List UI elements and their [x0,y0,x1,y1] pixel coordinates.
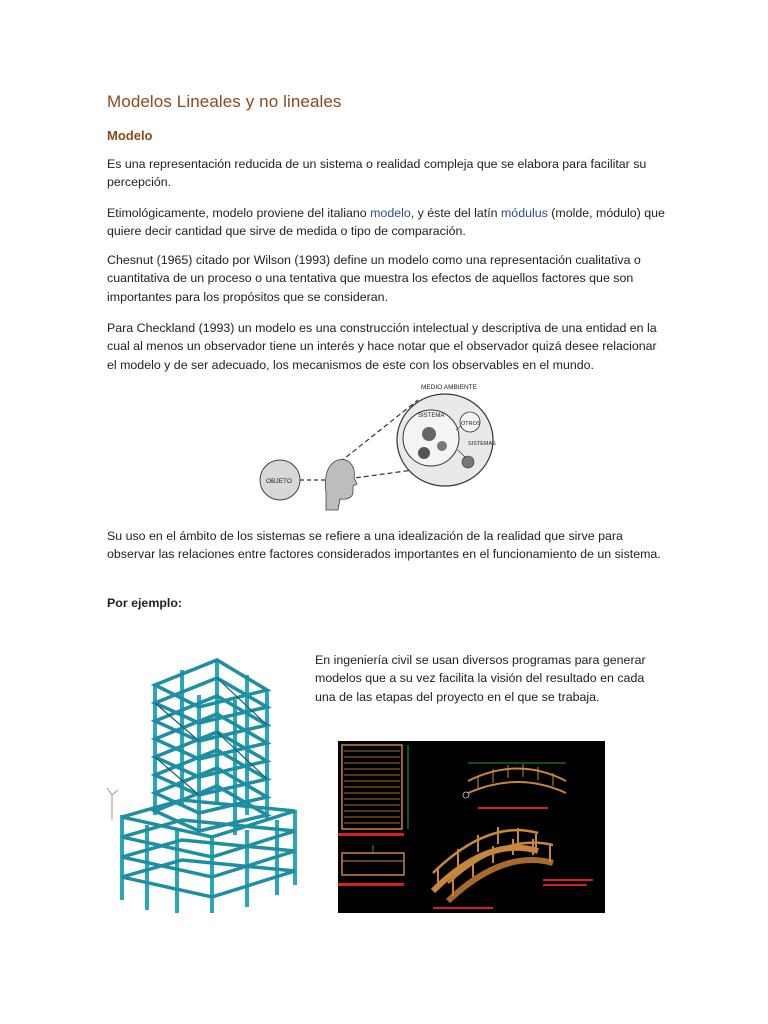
link-modulus[interactable]: módulus [500,206,548,220]
section-heading: Modelo [107,128,153,143]
paragraph-example-heading: Por ejemplo: [107,596,183,610]
other-system-element [462,456,474,468]
paragraph-chesnut: Chesnut (1965) citado por Wilson (1993) define un modelo como una representación cualitativa o cuantitativa de un proceso o una tentativa que muestra los efectos de aquellos factores que son importantes para los propósitos que se consideran. [107,253,641,304]
system-element [437,441,447,451]
system-element [418,447,430,459]
paragraph-definition: Es una representación reducida de un sistema o realidad compleja que se elabora para facilitar su percepción. [107,157,647,190]
etymology-text-1: Etimológicamente, modelo proviene del italiano [107,206,371,220]
object-label: OBJETO [266,478,292,485]
etymology-text-3: (molde, módulo) que quiere decir cantidad que sirve de medida o tipo de comparación. [107,206,665,239]
other-system-label: OTROS [461,421,481,427]
system-label: SISTEMA [418,413,445,419]
system-element [422,427,436,441]
paragraph-etymology [107,204,667,241]
model-diagram [258,380,508,512]
systems-label: SISTEMAS [468,441,496,447]
paragraph-usage: Su uso en el ámbito de los sistemas se refiere a una idealización de la realidad que sirve para observar las relaciones entre factores considerados importantes en el funcionamiento de un sistema. [107,529,661,562]
building-structure-image [107,645,303,915]
page-title: Modelos Lineales y no lineales [107,92,342,111]
cad-bridge-drawing [338,741,605,913]
link-modelo[interactable]: modelo [370,206,411,220]
etymology-text-2: , y éste del latín [410,206,501,220]
environment-label: MEDIO AMBIENTE [421,384,477,391]
paragraph-civil-engineering: En ingeniería civil se usan diversos programas para generar modelos que a su vez facilita la visión del resultado en cada una de las etapas del proyecto en el que se trabaja. [315,653,646,704]
paragraph-checkland: Para Checkland (1993) un modelo es una construcción intelectual y descriptiva de una entidad en la cual al menos un observador tiene un interés y hace notar que el observador quizá desee relacionar el modelo y de ser adecuado, los mecanismos de este con los observables en el mundo. [107,321,657,372]
observer-head-icon [325,459,357,510]
